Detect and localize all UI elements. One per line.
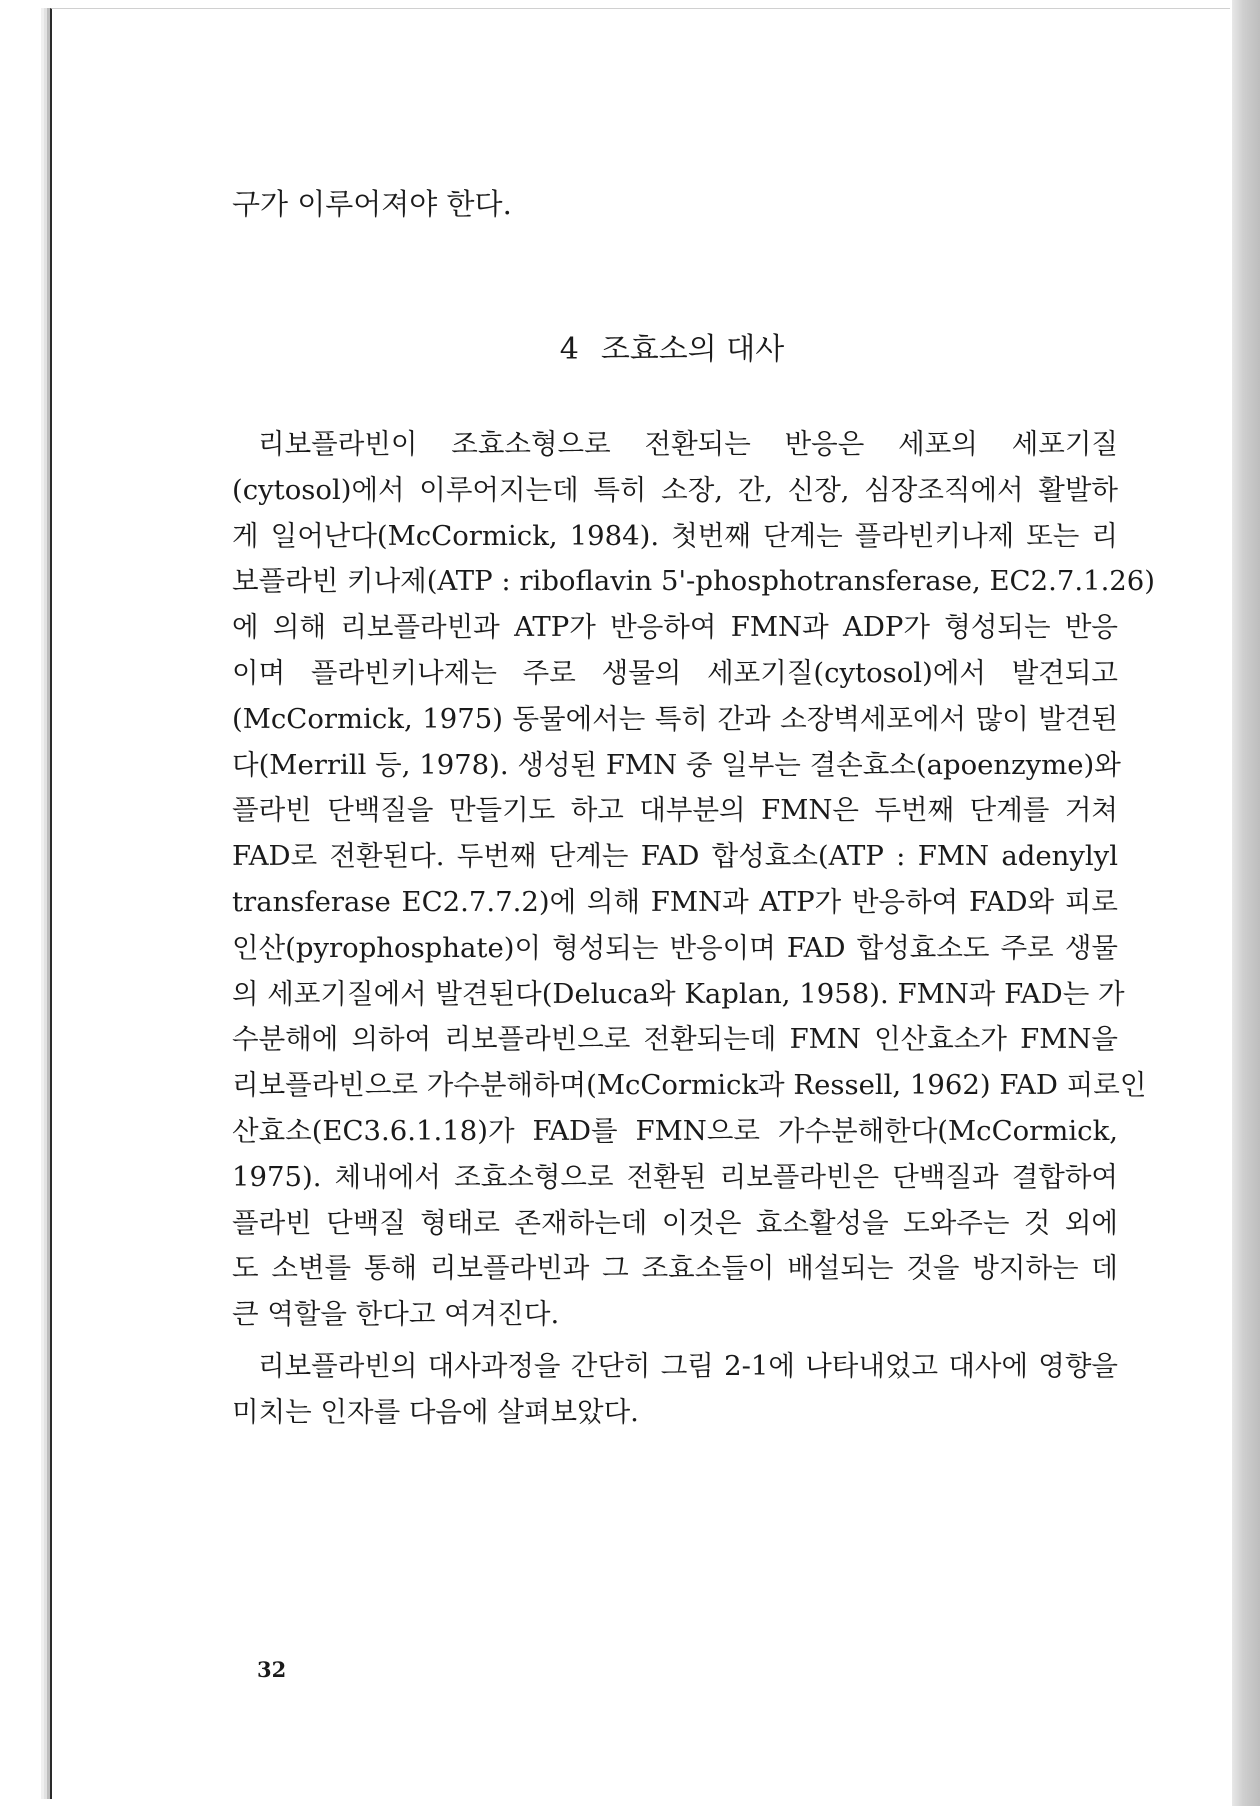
paragraph-2 xyxy=(232,1344,1118,1436)
text-line: 에 의해 리보플라빈과 ATP가 반응하여 FMN과 ADP가 형성되는 반응 xyxy=(232,611,1118,644)
section-number: 4 xyxy=(559,332,579,367)
text-line: 플라빈 단백질 형태로 존재하는데 이것은 효소활성을 도와주는 것 외에 xyxy=(232,1206,1118,1239)
text-line: FAD로 전환된다. 두번째 단계는 FAD 합성효소(ATP : FMN adenylyl xyxy=(232,840,1118,873)
section-heading xyxy=(232,328,1112,372)
text-line: 수분해에 의하여 리보플라빈으로 전환되는데 FMN 인산효소가 FMN을 xyxy=(232,1023,1118,1056)
text-line: 다(Merrill 등, 1978). 생성된 FMN 중 일부는 결손효소(apoenzyme)와 xyxy=(232,748,1121,781)
text-line: (McCormick, 1975) 동물에서는 특히 간과 소장벽세포에서 많이 발견된 xyxy=(232,702,1118,735)
text-line: 게 일어난다(McCormick, 1984). 첫번째 단계는 플라빈키나제 또는 리 xyxy=(232,519,1118,552)
text-line: 1975). 체내에서 조효소형으로 전환된 리보플라빈은 단백질과 결합하여 xyxy=(232,1160,1118,1193)
text-line: (cytosol)에서 이루어지는데 특히 소장, 간, 신장, 심장조직에서 활발하 xyxy=(232,473,1118,506)
text-line: transferase EC2.7.7.2)에 의해 FMN과 ATP가 반응하여 FAD와 피로 xyxy=(232,885,1118,918)
text-line: 보플라빈 키나제(ATP : riboflavin 5'-phosphotransferase, EC2.7.1.26) xyxy=(232,565,1156,598)
paragraph-1 xyxy=(232,422,1156,1338)
section-title: 조효소의 대사 xyxy=(600,332,785,367)
body-text xyxy=(232,422,1156,1436)
text-line: 인산(pyrophosphate)이 형성되는 반응이며 FAD 합성효소도 주로 생물 xyxy=(232,931,1118,964)
text-line: 미치는 인자를 다음에 살펴보았다. xyxy=(232,1395,639,1428)
page-number: 32 xyxy=(257,1657,287,1682)
page-edge-shadow xyxy=(1232,0,1260,1806)
text-line: 리보플라빈이 조효소형으로 전환되는 반응은 세포의 세포기질 xyxy=(258,428,1118,460)
text-line: 산효소(EC3.6.1.18)가 FAD를 FMN으로 가수분해한다(McCormick, xyxy=(232,1114,1118,1147)
text-line: 큰 역할을 한다고 여겨진다. xyxy=(232,1298,560,1331)
scan-margin-left xyxy=(0,0,46,1806)
continued-sentence: 구가 이루어져야 한다. xyxy=(232,187,512,221)
text-line: 이며 플라빈키나제는 주로 생물의 세포기질(cytosol)에서 발견되고 xyxy=(232,656,1118,689)
text-line: 리보플라빈으로 가수분해하며(McCormick과 Ressell, 1962) FAD 피로인 xyxy=(232,1069,1147,1102)
text-line: 리보플라빈의 대사과정을 간단히 그림 2-1에 나타내었고 대사에 영향을 xyxy=(258,1349,1118,1382)
text-line: 의 세포기질에서 발견된다(Deluca와 Kaplan, 1958). FMN과 FAD는 가 xyxy=(232,977,1125,1010)
text-line: 도 소변를 통해 리보플라빈과 그 조효소들이 배설되는 것을 방지하는 데 xyxy=(232,1252,1118,1285)
text-line: 플라빈 단백질을 만들기도 하고 대부분의 FMN은 두번째 단계를 거쳐 xyxy=(232,794,1118,827)
